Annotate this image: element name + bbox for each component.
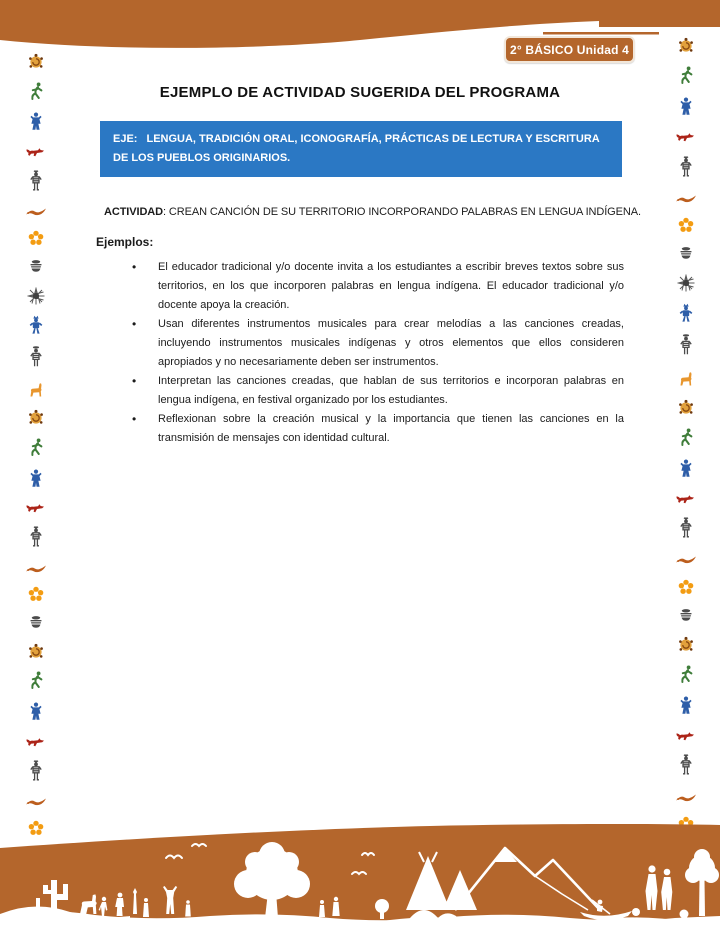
person-icon	[677, 155, 695, 181]
fox-icon	[675, 127, 697, 145]
person-icon	[677, 516, 695, 542]
fox-icon	[675, 489, 697, 507]
flower-icon	[26, 584, 46, 604]
list-item: • Usan diferentes instrumentos musicales para crear melodías a las canciones creadas, incluyendo instrumentos musicales indígenas y otros elementos que ellos consideren apropiados y no necesariamente deben ser instrumentos.	[96, 315, 624, 372]
actividad-text: : CREAN CANCIÓN DE SU TERRITORIO INCORPORANDO PALABRAS EN LENGUA INDÍGENA.	[163, 206, 641, 218]
dancer-icon	[676, 65, 696, 87]
figure-blue-icon	[676, 695, 696, 717]
fox-icon	[25, 498, 47, 516]
dancer-icon	[26, 437, 46, 459]
list-item: • El educador tradicional y/o docente invita a los estudiantes a escribir breves textos sobre sus territorios, en los que incorporen palabras en lengua indígena. El educador tradicional y/o docente apoya la creación.	[96, 258, 624, 315]
ejemplos-label: Ejemplos:	[96, 235, 154, 249]
turtle-icon	[676, 635, 696, 655]
pot-icon	[676, 606, 696, 626]
condor-icon	[675, 551, 697, 567]
fox-icon	[25, 732, 47, 750]
footer-landscape-illustration	[0, 822, 720, 932]
figure-blue-icon	[676, 458, 696, 480]
ejemplos-list	[96, 258, 624, 448]
turtle-icon	[26, 408, 46, 428]
sun-icon	[26, 286, 46, 306]
pot-icon	[676, 244, 696, 264]
list-item: • Interpretan las canciones creadas, que hablan de sus territorios e incorporan palabras en lengua indígena, en festival organizado por los estudiantes.	[96, 372, 624, 410]
person-icon	[27, 759, 45, 785]
dancer-icon	[26, 670, 46, 692]
flower-icon	[26, 228, 46, 248]
warrior-blue-icon	[676, 302, 696, 324]
person-icon	[27, 525, 45, 551]
fox-icon	[25, 142, 47, 160]
actividad-line	[104, 206, 641, 218]
dancer-icon	[26, 81, 46, 103]
person-icon	[27, 169, 45, 195]
dancer-icon	[676, 427, 696, 449]
eje-box	[100, 121, 622, 177]
figure-blue-icon	[26, 468, 46, 490]
dancer-icon	[676, 664, 696, 686]
unit-badge: 2° BÁSICO Unidad 4	[504, 36, 635, 63]
warrior-blue-icon	[26, 314, 46, 336]
llama-icon	[26, 380, 46, 400]
actividad-label: ACTIVIDAD	[104, 206, 163, 218]
list-item: • Reflexionan sobre la creación musical y la importancia que tienen las canciones en la transmisión de mensajes con identidad cultural.	[96, 410, 624, 448]
sun-icon	[676, 273, 696, 293]
condor-icon	[675, 190, 697, 206]
llama-icon	[676, 369, 696, 389]
condor-icon	[675, 789, 697, 805]
turtle-icon	[26, 52, 46, 72]
person-hat-icon	[677, 333, 695, 359]
figure-blue-icon	[676, 96, 696, 118]
pot-icon	[26, 613, 46, 633]
eje-text: LENGUA, TRADICIÓN ORAL, ICONOGRAFÍA, PRÁCTICAS DE LECTURA Y ESCRITURA DE LOS PUEBLOS ORIGINARIOS.	[113, 133, 600, 164]
flower-icon	[676, 577, 696, 597]
condor-icon	[25, 560, 47, 576]
pot-icon	[26, 257, 46, 277]
left-icon-column	[14, 52, 58, 838]
condor-icon	[25, 203, 47, 219]
page-title: EJEMPLO DE ACTIVIDAD SUGERIDA DEL PROGRAMA	[159, 84, 561, 101]
turtle-icon	[676, 36, 696, 56]
figure-blue-icon	[26, 701, 46, 723]
right-icon-column	[664, 36, 708, 834]
figure-blue-icon	[26, 111, 46, 133]
eje-label: EJE:	[113, 133, 138, 145]
condor-icon	[25, 793, 47, 809]
turtle-icon	[26, 642, 46, 662]
person-icon	[677, 753, 695, 779]
fox-icon	[675, 726, 697, 744]
person-hat-icon	[27, 345, 45, 371]
main-content	[96, 84, 641, 448]
turtle-icon	[676, 398, 696, 418]
flower-icon	[676, 215, 696, 235]
